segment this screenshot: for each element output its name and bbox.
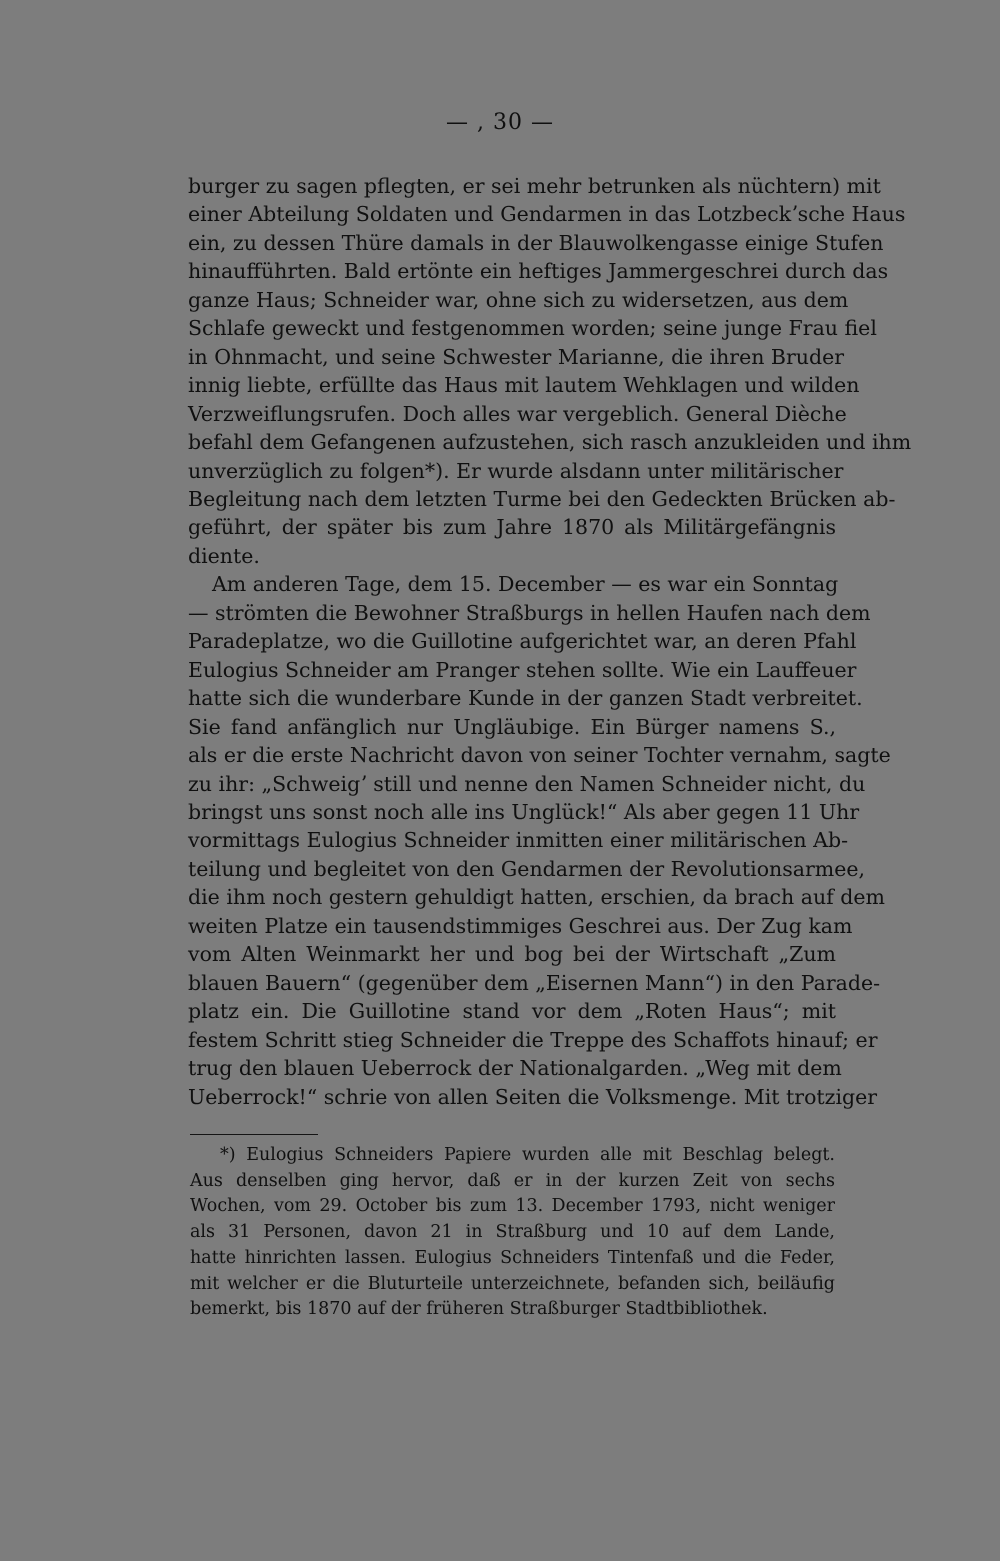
text-line: trug den blauen Ueberrock der Nationalgarden. „Weg mit dem (188, 1056, 842, 1081)
text-line: bringst uns sonst noch alle ins Unglück!“ Als aber gegen 11 Uhr (188, 799, 860, 824)
text-line: platz ein. Die Guillotine stand vor dem „Roten Haus“; mit (188, 999, 836, 1024)
text-line: hinaufführten. Bald ertönte ein heftiges Jammergeschrei durch das (188, 259, 889, 284)
footnote-line: mit welcher er die Bluturteile unterzeichnete, befanden sich, beiläufig (190, 1273, 835, 1294)
text-line: die ihm noch gestern gehuldigt hatten, erschien, da brach auf dem (188, 885, 885, 910)
text-line: vom Alten Weinmarkt her und bog bei der Wirtschaft „Zum (188, 942, 836, 967)
text-line: Ueberrock!“ schrie von allen Seiten die Volksmenge. Mit trotziger (188, 1084, 878, 1109)
text-line: unverzüglich zu folgen*). Er wurde alsdann unter militärischer (188, 458, 844, 483)
text-line: Verzweiflungsrufen. Doch alles war vergeblich. General Dièche (188, 401, 847, 426)
footnote-line: Aus denselben ging hervor, daß er in der kurzen Zeit von sechs (190, 1170, 835, 1191)
footnote-line: bemerkt, bis 1870 auf der früheren Straßburger Stadtbibliothek. (190, 1299, 768, 1320)
text-line: teilung und begleitet von den Gendarmen der Revolutionsarmee, (188, 856, 866, 881)
text-line: einer Abteilung Soldaten und Gendarmen in das Lotzbeckʼsche Haus (188, 202, 906, 227)
footnote (190, 1143, 835, 1323)
footnote-line: Wochen, vom 29. October bis zum 13. December 1793, nicht weniger (190, 1196, 835, 1217)
footnote-line: als 31 Personen, davon 21 in Straßburg und 10 auf dem Lande, (190, 1222, 835, 1243)
footnote-line: *) Eulogius Schneiders Papiere wurden alle mit Beschlag belegt. (220, 1145, 835, 1165)
text-line: Paradeplatze, wo die Guillotine aufgerichtet war, an deren Pfahl (188, 629, 857, 654)
text-line: ganze Haus; Schneider war, ohne sich zu widersetzen, aus dem (188, 287, 849, 312)
text-line: ein, zu dessen Thüre damals in der Blauwolkengasse einige Stufen (188, 230, 884, 255)
text-line: geführt, der später bis zum Jahre 1870 als Militärgefängnis (188, 515, 836, 540)
text-line: blauen Bauern“ (gegenüber dem „Eisernen Mann“) in den Parade- (188, 970, 881, 995)
text-line: diente. (188, 543, 260, 568)
footnote-line: hatte hinrichten lassen. Eulogius Schneiders Tintenfaß und die Feder, (190, 1247, 835, 1268)
text-line: Begleitung nach dem letzten Turme bei den Gedeckten Brücken ab- (188, 486, 896, 511)
text-line: Am anderen Tage, dem 15. December — es war ein Sonntag (212, 572, 839, 597)
text-line: Schlafe geweckt und festgenommen worden; seine junge Frau fiel (188, 316, 877, 341)
text-line: vormittags Eulogius Schneider inmitten einer militärischen Ab- (188, 828, 849, 853)
body-text (188, 172, 912, 1111)
text-line: befahl dem Gefangenen aufzustehen, sich rasch anzukleiden und ihm (188, 430, 912, 455)
text-line: in Ohnmacht, und seine Schwester Marianne, die ihren Bruder (188, 344, 845, 369)
text-line: burger zu sagen pflegten, er sei mehr betrunken als nüchtern) mit (188, 174, 881, 198)
text-line: festem Schritt stieg Schneider die Treppe des Schaffots hinauf; er (188, 1027, 878, 1052)
text-line: weiten Platze ein tausendstimmiges Geschrei aus. Der Zug kam (188, 913, 853, 938)
text-line: innig liebte, erfüllte das Haus mit lautem Wehklagen und wilden (188, 373, 860, 398)
text-line: Eulogius Schneider am Pranger stehen sollte. Wie ein Lauffeuer (188, 657, 857, 682)
footnote-divider (190, 1134, 318, 1135)
text-line: als er die erste Nachricht davon von seiner Tochter vernahm, sagte (188, 743, 891, 768)
text-line: zu ihr: „Schweigʼ still und nenne den Namen Schneider nicht, du (188, 771, 866, 796)
text-line: hatte sich die wunderbare Kunde in der ganzen Stadt verbreitet. (188, 686, 863, 711)
text-line: — strömten die Bewohner Straßburgs in hellen Haufen nach dem (188, 600, 871, 625)
text-line: Sie fand anfänglich nur Ungläubige. Ein Bürger namens S., (188, 714, 836, 739)
page-number: — , 30 — (446, 110, 554, 135)
